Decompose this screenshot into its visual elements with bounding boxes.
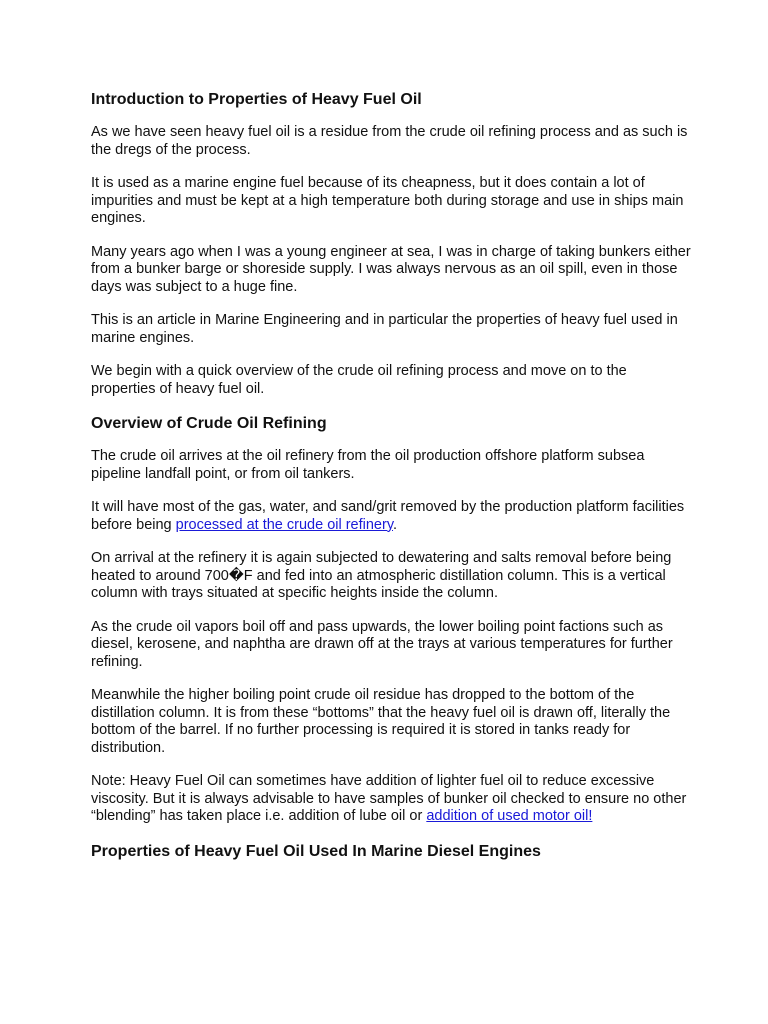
paragraph-note-text: Note: Heavy Fuel Oil can sometimes have addition of lighter fuel oil to reduce excessive viscosity. But it is always advisable to have samples of bunker oil checked to ensure no other “blending” has taken place i.e. addition of lube oil or <box>91 773 687 824</box>
paragraph-removed <box>91 499 691 534</box>
paragraph-residue: As we have seen heavy fuel oil is a residue from the crude oil refining process and as such is the dregs of the process. <box>91 124 688 158</box>
paragraph-note <box>91 773 691 826</box>
paragraph-article: This is an article in Marine Engineering and in particular the properties of heavy fuel used in marine engines. <box>91 312 678 346</box>
link-processed-at-refinery[interactable]: processed at the crude oil refinery <box>175 516 394 533</box>
paragraph-arrival: On arrival at the refinery it is again subjected to dewatering and salts removal before being heated to around 700�F and fed into an atmospheric distillation column. This is a vertical column with trays situated at specific heights inside the column. <box>91 550 672 601</box>
paragraph-removed-tail: . <box>393 516 398 533</box>
heading-properties: Properties of Heavy Fuel Oil Used In Marine Diesel Engines <box>91 842 541 860</box>
document-page <box>91 90 691 862</box>
paragraph-removed-text: It will have most of the gas, water, and sand/grit removed by the production platform facilities before being <box>91 499 685 533</box>
paragraph-arrives: The crude oil arrives at the oil refinery from the oil production offshore platform subsea pipeline landfall point, or from oil tankers. <box>91 448 645 482</box>
paragraph-overview: We begin with a quick overview of the crude oil refining process and move on to the properties of heavy fuel oil. <box>91 363 627 397</box>
heading-introduction: Introduction to Properties of Heavy Fuel Oil <box>91 91 422 108</box>
paragraph-marine-fuel: It is used as a marine engine fuel because of its cheapness, but it does contain a lot of impurities and must be kept at a high temperature both during storage and use in ships main engines. <box>91 175 684 226</box>
paragraph-meanwhile: Meanwhile the higher boiling point crude oil residue has dropped to the bottom of the distillation column. It is from these “bottoms” that the heavy fuel oil is drawn off, literally the bottom of the barrel. If no further processing is required it is stored in tanks ready for distribution. <box>91 687 671 756</box>
link-used-motor-oil[interactable]: addition of used motor oil! <box>426 808 593 824</box>
paragraph-young-engineer: Many years ago when I was a young engineer at sea, I was in charge of taking bunkers either from a bunker barge or shoreside supply. I was always nervous as an oil spill, even in those days was subject to a huge fine. <box>91 243 691 295</box>
heading-overview-refining: Overview of Crude Oil Refining <box>91 415 327 432</box>
paragraph-vapors: As the crude oil vapors boil off and pass upwards, the lower boiling point factions such as diesel, kerosene, and naphtha are drawn off at the trays at various temperatures for further refining. <box>91 618 673 670</box>
